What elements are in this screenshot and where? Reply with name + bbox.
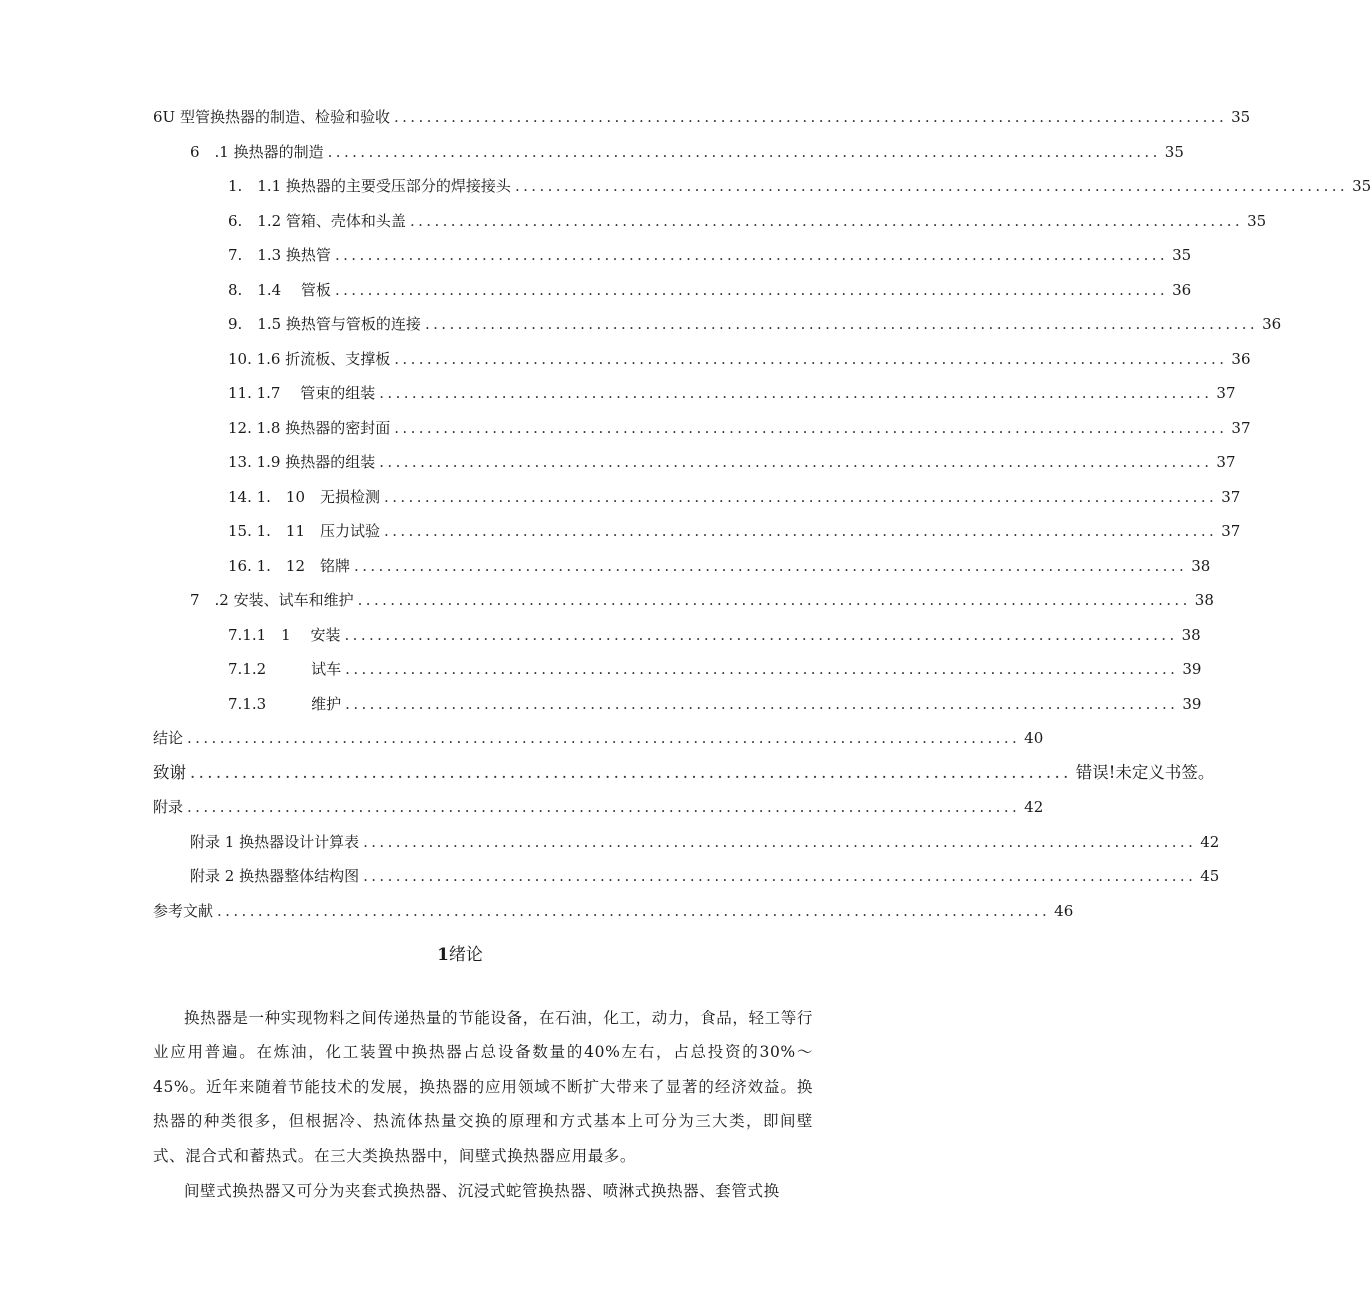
toc-entry-page: 35 — [1352, 177, 1371, 195]
toc-entry-page: 38 — [1194, 591, 1214, 609]
toc-entry-title: 14. 1. 10 无损检测 — [228, 488, 381, 506]
toc-leader-dots: ...................................................................................................... — [187, 798, 1021, 816]
toc-leader-dots: ...................................................................................................... — [363, 867, 1197, 885]
toc-entry-page: 36 — [1172, 281, 1192, 299]
toc-entry-1-1-1[interactable] — [228, 172, 1371, 200]
body-paragraph: 换热器是一种实现物料之间传递热量的节能设备，在石油，化工，动力，食品，轻工等行业应用普遍。在炼油，化工装置中换热器占总设备数量的40%左右，占总投资的30%～45%。近年来随着节能技术的发展，换热器的应用领域不断扩大带来了显著的经济效益。换热器的种类很多，但根据冷、热流体热量交换的原理和方式基本上可分为三大类，即间壁式、混合式和蓄热式。在三大类换热器中，间壁式换热器应用最多。 — [153, 1008, 813, 1165]
toc-leader-dots: ...................................................................................................... — [409, 212, 1244, 230]
toc-entry-1-3[interactable] — [228, 241, 1192, 269]
toc-leader-dots: ...................................................................................................... — [363, 833, 1197, 851]
toc-entry-page: 42 — [1200, 833, 1220, 851]
toc-entry-1-11[interactable] — [228, 517, 1241, 545]
toc-entry-references[interactable] — [153, 897, 1074, 925]
chapter-heading — [0, 940, 920, 970]
toc-entry-title: 12. 1.8 换热器的密封面 — [228, 419, 391, 437]
toc-entry-page: 35 — [1164, 143, 1184, 161]
toc-entry-appendix[interactable] — [153, 793, 1044, 821]
toc-entry-page: 35 — [1247, 212, 1267, 230]
toc-entry-7-1-2[interactable] — [228, 655, 1202, 683]
toc-entry-page: 40 — [1024, 729, 1044, 747]
toc-entry-7-1-1[interactable] — [228, 621, 1201, 649]
toc-entry-1-8[interactable] — [228, 414, 1251, 442]
toc-leader-dots: ...................................................................................................... — [187, 729, 1021, 747]
toc-leader-dots: ...................................................................................................... — [357, 591, 1191, 609]
toc-leader-dots: ...................................................................................................... — [334, 281, 1169, 299]
toc-leader-dots: ...................................................................................................... — [394, 350, 1228, 368]
toc-entry-page: 36 — [1262, 315, 1282, 333]
toc-leader-dots: ...................................................................................................... — [424, 315, 1259, 333]
body-paragraph: 间壁式换热器又可分为夹套式换热器、沉浸式蛇管换热器、喷淋式换热器、套管式换 — [184, 1181, 780, 1200]
toc-entry-1-9[interactable] — [228, 448, 1236, 476]
toc-entry-1-2[interactable] — [228, 207, 1267, 235]
toc-leader-dots: ...................................................................................................... — [514, 177, 1349, 195]
toc-leader-dots: ...................................................................................................... — [344, 626, 1178, 644]
toc-entry-title: 6. 1.2 管箱、壳体和头盖 — [228, 212, 406, 230]
toc-entry-title: 13. 1.9 换热器的组装 — [228, 453, 376, 471]
toc-entry-title: 15. 1. 11 压力试验 — [228, 522, 381, 540]
toc-entry-appendix-2[interactable] — [190, 862, 1220, 890]
toc-entry-page: 37 — [1216, 384, 1236, 402]
toc-entry-page: 37 — [1231, 419, 1251, 437]
toc-entry-title: 1. 1.1 换热器的主要受压部分的焊接接头 — [228, 177, 511, 195]
toc-entry-title: 6 .1 换热器的制造 — [190, 143, 324, 161]
toc-entry-title: 7.1.3 维护 — [228, 695, 342, 713]
toc-entry-page: 38 — [1181, 626, 1201, 644]
toc-entry-page: 35 — [1172, 246, 1192, 264]
toc-entry-page: 36 — [1231, 350, 1251, 368]
toc-entry-title: 7. 1.3 换热管 — [228, 246, 331, 264]
toc-leader-dots: ...................................................................................................... — [327, 143, 1161, 161]
toc-entry-title: 16. 1. 12 铭牌 — [228, 557, 351, 575]
toc-entry-page: 37 — [1216, 453, 1236, 471]
toc-entry-title: 7.1.1 1 安装 — [228, 626, 341, 644]
toc-entry-conclusion[interactable] — [153, 724, 1044, 752]
toc-entry-title: 11. 1.7 管束的组装 — [228, 384, 376, 402]
toc-entry-page: 35 — [1231, 108, 1251, 126]
toc-entry-page: 37 — [1221, 488, 1241, 506]
toc-entry-page: 46 — [1054, 902, 1074, 920]
toc-entry-title: 参考文献 — [153, 902, 214, 920]
toc-leader-dots: ...................................................................................................... — [384, 522, 1218, 540]
toc-leader-dots: ...................................................................................................... — [394, 419, 1228, 437]
toc-leader-dots: ...................................................................................................... — [384, 488, 1218, 506]
toc-entry-title: 7.1.2 试车 — [228, 660, 342, 678]
toc-leader-dots: ...................................................................................................... — [345, 660, 1179, 678]
toc-entry-title: 10. 1.6 折流板、支撑板 — [228, 350, 391, 368]
toc-leader-dots: ...................................................................................................... — [217, 902, 1051, 920]
chapter-number: 1 — [437, 945, 449, 965]
toc-entry-title: 致谢 — [153, 763, 186, 782]
toc-leader-dots: ...................................................................................................... — [190, 763, 1072, 782]
toc-entry-7-1-3[interactable] — [228, 690, 1202, 718]
toc-leader-dots: ...................................................................................................... — [345, 695, 1179, 713]
toc-entry-title: 7 .2 安装、试车和维护 — [190, 591, 354, 609]
toc-leader-dots: ...................................................................................................... — [393, 108, 1228, 126]
toc-entry-page: 39 — [1182, 695, 1202, 713]
toc-entry-title: 附录 2 换热器整体结构图 — [190, 867, 360, 885]
toc-entry-page: 38 — [1191, 557, 1211, 575]
toc-leader-dots: ...................................................................................................... — [354, 557, 1188, 575]
toc-entry-page: 错误!未定义书签。 — [1075, 763, 1215, 782]
toc-entry-title: 结论 — [153, 729, 184, 747]
toc-entry-title: 6U 型管换热器的制造、检验和验收 — [153, 108, 390, 126]
toc-leader-dots: ...................................................................................................... — [379, 453, 1213, 471]
toc-leader-dots: ...................................................................................................... — [334, 246, 1169, 264]
toc-entry-title: 8. 1.4 管板 — [228, 281, 331, 299]
toc-entry-page: 42 — [1024, 798, 1044, 816]
toc-entry-title: 附录 — [153, 798, 184, 816]
toc-entry-7-2[interactable] — [190, 586, 1214, 614]
toc-entry-1-12[interactable] — [228, 552, 1211, 580]
toc-entry-1-10[interactable] — [228, 483, 1241, 511]
toc-entry-1-5[interactable] — [228, 310, 1282, 338]
toc-entry-title: 附录 1 换热器设计计算表 — [190, 833, 360, 851]
toc-entry-1-7[interactable] — [228, 379, 1236, 407]
toc-entry-appendix-1[interactable] — [190, 828, 1220, 856]
toc-entry-acknowledgement[interactable] — [153, 759, 1215, 787]
toc-entry-1-6[interactable] — [228, 345, 1251, 373]
toc-entry-ch6[interactable] — [153, 103, 1251, 131]
toc-entry-page: 37 — [1221, 522, 1241, 540]
toc-entry-page: 45 — [1200, 867, 1220, 885]
toc-entry-6-1[interactable] — [190, 138, 1184, 166]
chapter-title: 绪论 — [448, 945, 483, 965]
toc-leader-dots: ...................................................................................................... — [379, 384, 1213, 402]
toc-entry-1-4[interactable] — [228, 276, 1192, 304]
toc-entry-title: 9. 1.5 换热管与管板的连接 — [228, 315, 421, 333]
toc-entry-page: 39 — [1182, 660, 1202, 678]
